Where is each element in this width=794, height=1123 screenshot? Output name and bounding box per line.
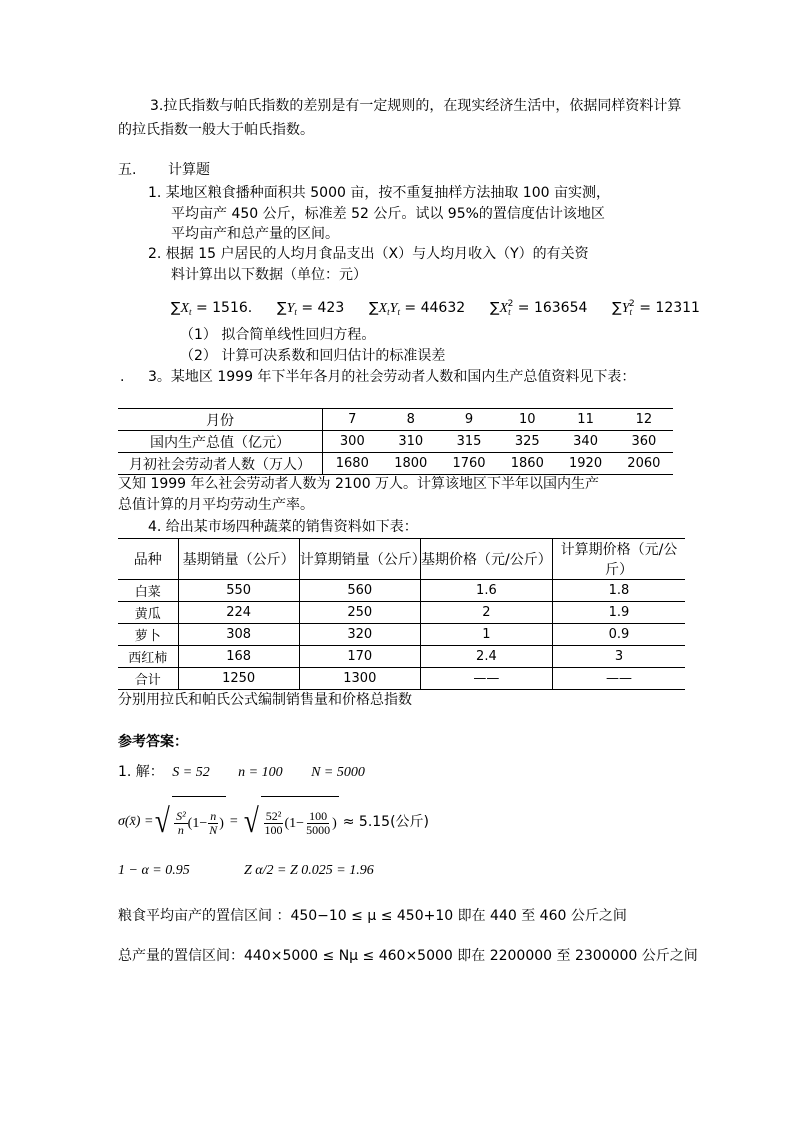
column-header: 基期价格（元/公斤） (420, 539, 552, 580)
given-N: N = 5000 (311, 765, 365, 780)
confidence-level (118, 860, 190, 881)
q1-line-2: 平均亩产 450 公斤，标准差 52 公斤。试以 95%的置信度估计该地区 (171, 206, 605, 222)
section-number: 五. (118, 162, 137, 178)
table-cell: 315 (440, 431, 498, 453)
table-row (118, 668, 685, 690)
sum-x: $\sum X_t = 1516$. (171, 299, 253, 318)
paren-close: ) (332, 815, 337, 831)
sum-y2: $\sum Y_t^2 = 12311$ (612, 299, 700, 318)
table-cell: 560 (299, 580, 420, 602)
answer-1-label: 1. 解： (118, 764, 164, 780)
q2-sub-1: （1） 拟合简单线性回归方程。 (180, 327, 376, 343)
table-row (118, 624, 685, 646)
formula-result: ≈ 5.15(公斤) (342, 814, 430, 830)
frac-den: 100 (264, 823, 283, 837)
table-cell: 1680 (323, 453, 382, 475)
table-cell: 1250 (178, 668, 299, 690)
z-value (244, 860, 374, 881)
table-cell: 8 (382, 409, 440, 431)
table-cell: 0.9 (552, 624, 685, 646)
table-row (118, 602, 685, 624)
z-eq: Z α/2 = Z 0.025 = 1.96 (244, 863, 374, 878)
table-cell: 11 (556, 409, 614, 431)
q1-line-1: 1. 某地区粮食播种面积共 5000 亩，按不重复抽样方法抽取 100 亩实测， (148, 185, 610, 201)
table-cell: 3 (552, 646, 685, 668)
q3-after-2: 总值计算的月平均劳动生产率。 (118, 497, 314, 513)
sqrt-2: √ $\frac{\text{52²}}{100}$ (1− $\frac{100}{5000}$ ) (242, 796, 339, 849)
table-cell: 550 (178, 580, 299, 602)
formula-lhs: σ(x̄) = (118, 814, 154, 829)
column-header: 计算期价格（元/公斤） (552, 539, 685, 580)
q2-sub-2: （2） 计算可决系数和回归估计的标准误差 (180, 348, 446, 364)
given-n: n = 100 (238, 765, 283, 780)
alpha-eq: 1 − α = 0.95 (118, 863, 190, 878)
table-cell: 340 (556, 431, 614, 453)
gdp-labor-table (118, 408, 673, 475)
table-cell: 1860 (498, 453, 556, 475)
table-row (118, 431, 673, 453)
table-cell: 7 (323, 409, 382, 431)
table-cell: —— (420, 668, 552, 690)
table-cell: 224 (178, 602, 299, 624)
table-cell: 1.9 (552, 602, 685, 624)
table-cell: 1300 (299, 668, 420, 690)
frac-den: 5000 (306, 823, 331, 837)
table-row (118, 409, 673, 431)
table-cell: —— (552, 668, 685, 690)
table-cell: 250 (299, 602, 420, 624)
std-error-formula (118, 797, 429, 847)
sum-xy: $\sum X_tY_t = 44632$ (369, 299, 466, 318)
sum-x2: $\sum X_t^2 = 163654$ (490, 299, 588, 318)
paren-close: ) (219, 815, 224, 831)
frac-num: 100 (309, 809, 328, 823)
ci-mean: 粮食平均亩产的置信区间 ：450−10 ≤ μ ≤ 450+10 即在 440 至 460 公斤之间 (118, 908, 627, 924)
table-cell: 1.8 (552, 580, 685, 602)
table-cell: 1 (420, 624, 552, 646)
table-cell: 西红柿 (118, 646, 178, 668)
q1-line-3: 平均亩产和总产量的区间。 (171, 226, 339, 242)
table-cell: 白菜 (118, 580, 178, 602)
sqrt-1: √ $\frac{\text{S²}}{n}$ (1− $\frac{n}{N}$ ) (153, 796, 226, 849)
q3-line-1: 3。某地区 1999 年下半年各月的社会劳动者人数和国内生产总值资料见下表： (148, 369, 636, 385)
frac-den: n (177, 823, 184, 837)
sum-y: $\sum Y_t = 423$ (277, 299, 345, 318)
table-header-row (118, 539, 685, 580)
table-row (118, 646, 685, 668)
table-cell: 2.4 (420, 646, 552, 668)
q2-line-1: 2. 根据 15 户居民的人均月食品支出（X）与人均月收入（Y）的有关资 (148, 246, 589, 262)
intro-line-2: 的拉氏指数一般大于帕氏指数。 (118, 122, 314, 138)
equals-sign: = (229, 814, 238, 829)
row-label: 国内生产总值（亿元） (118, 431, 323, 453)
row-label: 月初社会劳动者人数（万人） (118, 453, 323, 475)
table-cell: 1920 (556, 453, 614, 475)
table-cell: 308 (178, 624, 299, 646)
answer-1-given (118, 762, 365, 783)
section-title: 计算题 (168, 162, 210, 178)
table-cell: 320 (299, 624, 420, 646)
q3-dot: . (120, 369, 125, 385)
vegetable-sales-table (118, 538, 685, 690)
intro-line-1: 3.拉氏指数与帕氏指数的差别是有一定规则的，在现实经济生活中，依据同样资料计算 (150, 98, 682, 114)
table-cell: 360 (615, 431, 673, 453)
q2-line-2: 料计算出以下数据（单位：元） (171, 267, 367, 283)
frac-num: 52² (265, 809, 282, 823)
table-cell: 300 (323, 431, 382, 453)
table-cell: 2 (420, 602, 552, 624)
table-cell: 萝卜 (118, 624, 178, 646)
given-s: S = 52 (172, 765, 210, 780)
paren-open: (1− (284, 815, 305, 831)
column-header: 基期销量（公斤） (178, 539, 299, 580)
q4-after: 分别用拉氏和帕氏公式编制销售量和价格总指数 (118, 692, 412, 708)
q3-after-1: 又知 1999 年么社会劳动者人数为 2100 万人。计算该地区下半年以国内生产 (118, 476, 600, 492)
paren-open: (1− (187, 815, 208, 831)
table-cell: 10 (498, 409, 556, 431)
q2-sum-formulas (171, 294, 700, 323)
table-cell: 310 (382, 431, 440, 453)
table-cell: 170 (299, 646, 420, 668)
table-cell: 1.6 (420, 580, 552, 602)
table-row (118, 580, 685, 602)
table-cell: 合计 (118, 668, 178, 690)
frac-den: N (209, 823, 218, 837)
table-cell: 黄瓜 (118, 602, 178, 624)
answers-title: 参考答案： (118, 734, 188, 750)
table-cell: 1800 (382, 453, 440, 475)
table-row (118, 453, 673, 475)
ci-total: 总产量的置信区间：440×5000 ≤ Nμ ≤ 460×5000 即在 2200000 至 2300000 公斤之间 (118, 948, 698, 964)
table-cell: 325 (498, 431, 556, 453)
table-cell: 12 (615, 409, 673, 431)
column-header: 品种 (118, 539, 178, 580)
frac-num: S² (176, 809, 186, 823)
row-label: 月份 (118, 409, 323, 431)
table-cell: 9 (440, 409, 498, 431)
frac-num: n (210, 809, 217, 823)
table-cell: 2060 (615, 453, 673, 475)
q4-line-1: 4. 给出某市场四种蔬菜的销售资料如下表： (148, 519, 418, 535)
table-cell: 1760 (440, 453, 498, 475)
table-cell: 168 (178, 646, 299, 668)
column-header: 计算期销量（公斤） (299, 539, 420, 580)
